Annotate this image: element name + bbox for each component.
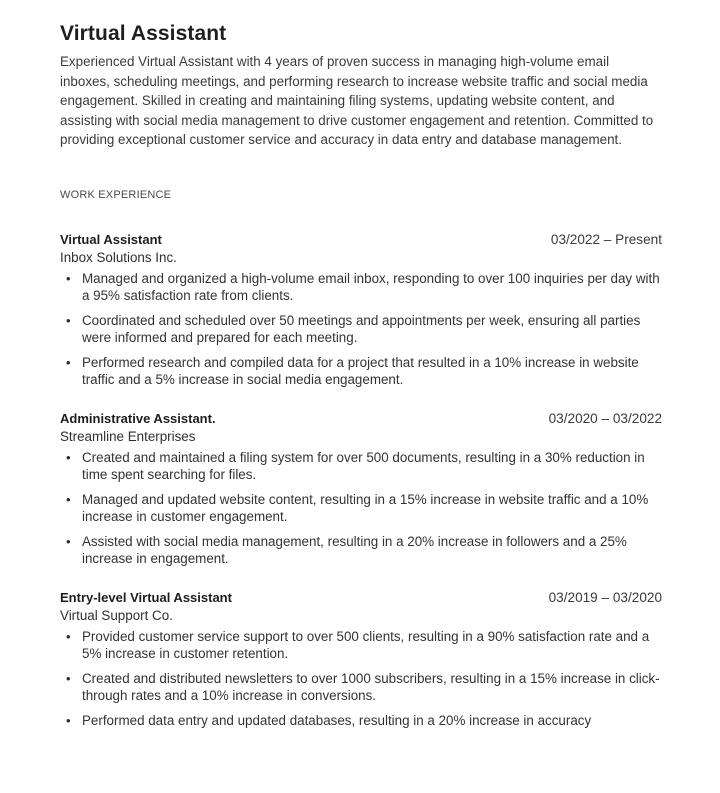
bullet-dot-icon: • xyxy=(66,628,71,644)
job-bullet-list xyxy=(60,628,670,730)
section-title-work-experience: WORK EXPERIENCE xyxy=(60,188,172,201)
job-bullet xyxy=(60,670,664,705)
resume-page xyxy=(60,22,670,751)
bullet-dot-icon: • xyxy=(66,312,71,328)
job-bullet-text: Created and maintained a filing system for over 500 documents, resulting in a 30% reduction in time spent searching for files. xyxy=(82,449,645,482)
bullet-dot-icon: • xyxy=(66,449,71,465)
job-bullet-list xyxy=(60,449,670,568)
resume-name: Virtual Assistant xyxy=(60,22,227,45)
job-title: Administrative Assistant. xyxy=(60,410,216,426)
bullet-dot-icon: • xyxy=(66,533,71,549)
job-entry xyxy=(60,590,670,730)
job-bullet xyxy=(60,449,664,484)
job-bullet xyxy=(60,354,664,389)
job-bullet xyxy=(60,312,664,347)
job-bullet-text: Coordinated and scheduled over 50 meetings and appointments per week, ensuring all parties were informed and prepared for each meeting. xyxy=(82,312,641,345)
job-header xyxy=(60,232,662,247)
bullet-dot-icon: • xyxy=(66,270,71,286)
job-entry xyxy=(60,411,670,568)
job-bullet-text: Managed and updated website content, resulting in a 15% increase in website traffic and a 10% increase in customer engagement. xyxy=(82,491,649,524)
job-bullet-text: Managed and organized a high-volume email inbox, responding to over 100 inquiries per day with a 95% satisfaction rate from clients. xyxy=(82,270,660,303)
bullet-dot-icon: • xyxy=(66,354,71,370)
job-bullet-text: Created and distributed newsletters to over 1000 subscribers, resulting in a 15% increase in click-through rates and a 10% increase in conversions. xyxy=(82,670,660,703)
company-name: Virtual Support Co. xyxy=(60,607,173,623)
job-bullet-text: Performed research and compiled data for a project that resulted in a 10% increase in website traffic and a 5% increase in social media engagement. xyxy=(82,354,639,387)
job-dates: 03/2022 – Present xyxy=(550,231,662,247)
job-title: Virtual Assistant xyxy=(60,231,162,247)
job-bullet-list xyxy=(60,270,670,389)
company-name: Streamline Enterprises xyxy=(60,428,196,444)
professional-summary: Experienced Virtual Assistant with 4 years of proven success in managing high-volume email inboxes, scheduling meetings, and performing research to increase website traffic and social media engagement. Skilled in creating and maintaining filing systems, updating website content, and assisting with social media management to drive customer engagement and retention. Committed to providing exceptional customer service and accuracy in data entry and database management. xyxy=(60,54,654,147)
bullet-dot-icon: • xyxy=(66,491,71,507)
job-header xyxy=(60,411,662,426)
job-bullet xyxy=(60,628,664,663)
job-bullet xyxy=(60,712,664,730)
job-title: Entry-level Virtual Assistant xyxy=(60,589,232,605)
job-dates: 03/2019 – 03/2020 xyxy=(548,589,662,605)
job-bullet-text: Performed data entry and updated databases, resulting in a 20% increase in accuracy xyxy=(82,712,592,728)
job-bullet-text: Provided customer service support to over 500 clients, resulting in a 90% satisfaction rate and a 5% increase in customer retention. xyxy=(82,628,650,661)
job-bullet xyxy=(60,491,664,526)
job-entry xyxy=(60,232,670,389)
job-header xyxy=(60,590,662,605)
company-name: Inbox Solutions Inc. xyxy=(60,249,177,265)
bullet-dot-icon: • xyxy=(66,712,71,728)
job-bullet-text: Assisted with social media management, resulting in a 20% increase in followers and a 25% increase in engagement. xyxy=(82,533,627,566)
bullet-dot-icon: • xyxy=(66,670,71,686)
job-bullet xyxy=(60,270,664,305)
job-bullet xyxy=(60,533,664,568)
job-dates: 03/2020 – 03/2022 xyxy=(548,410,662,426)
